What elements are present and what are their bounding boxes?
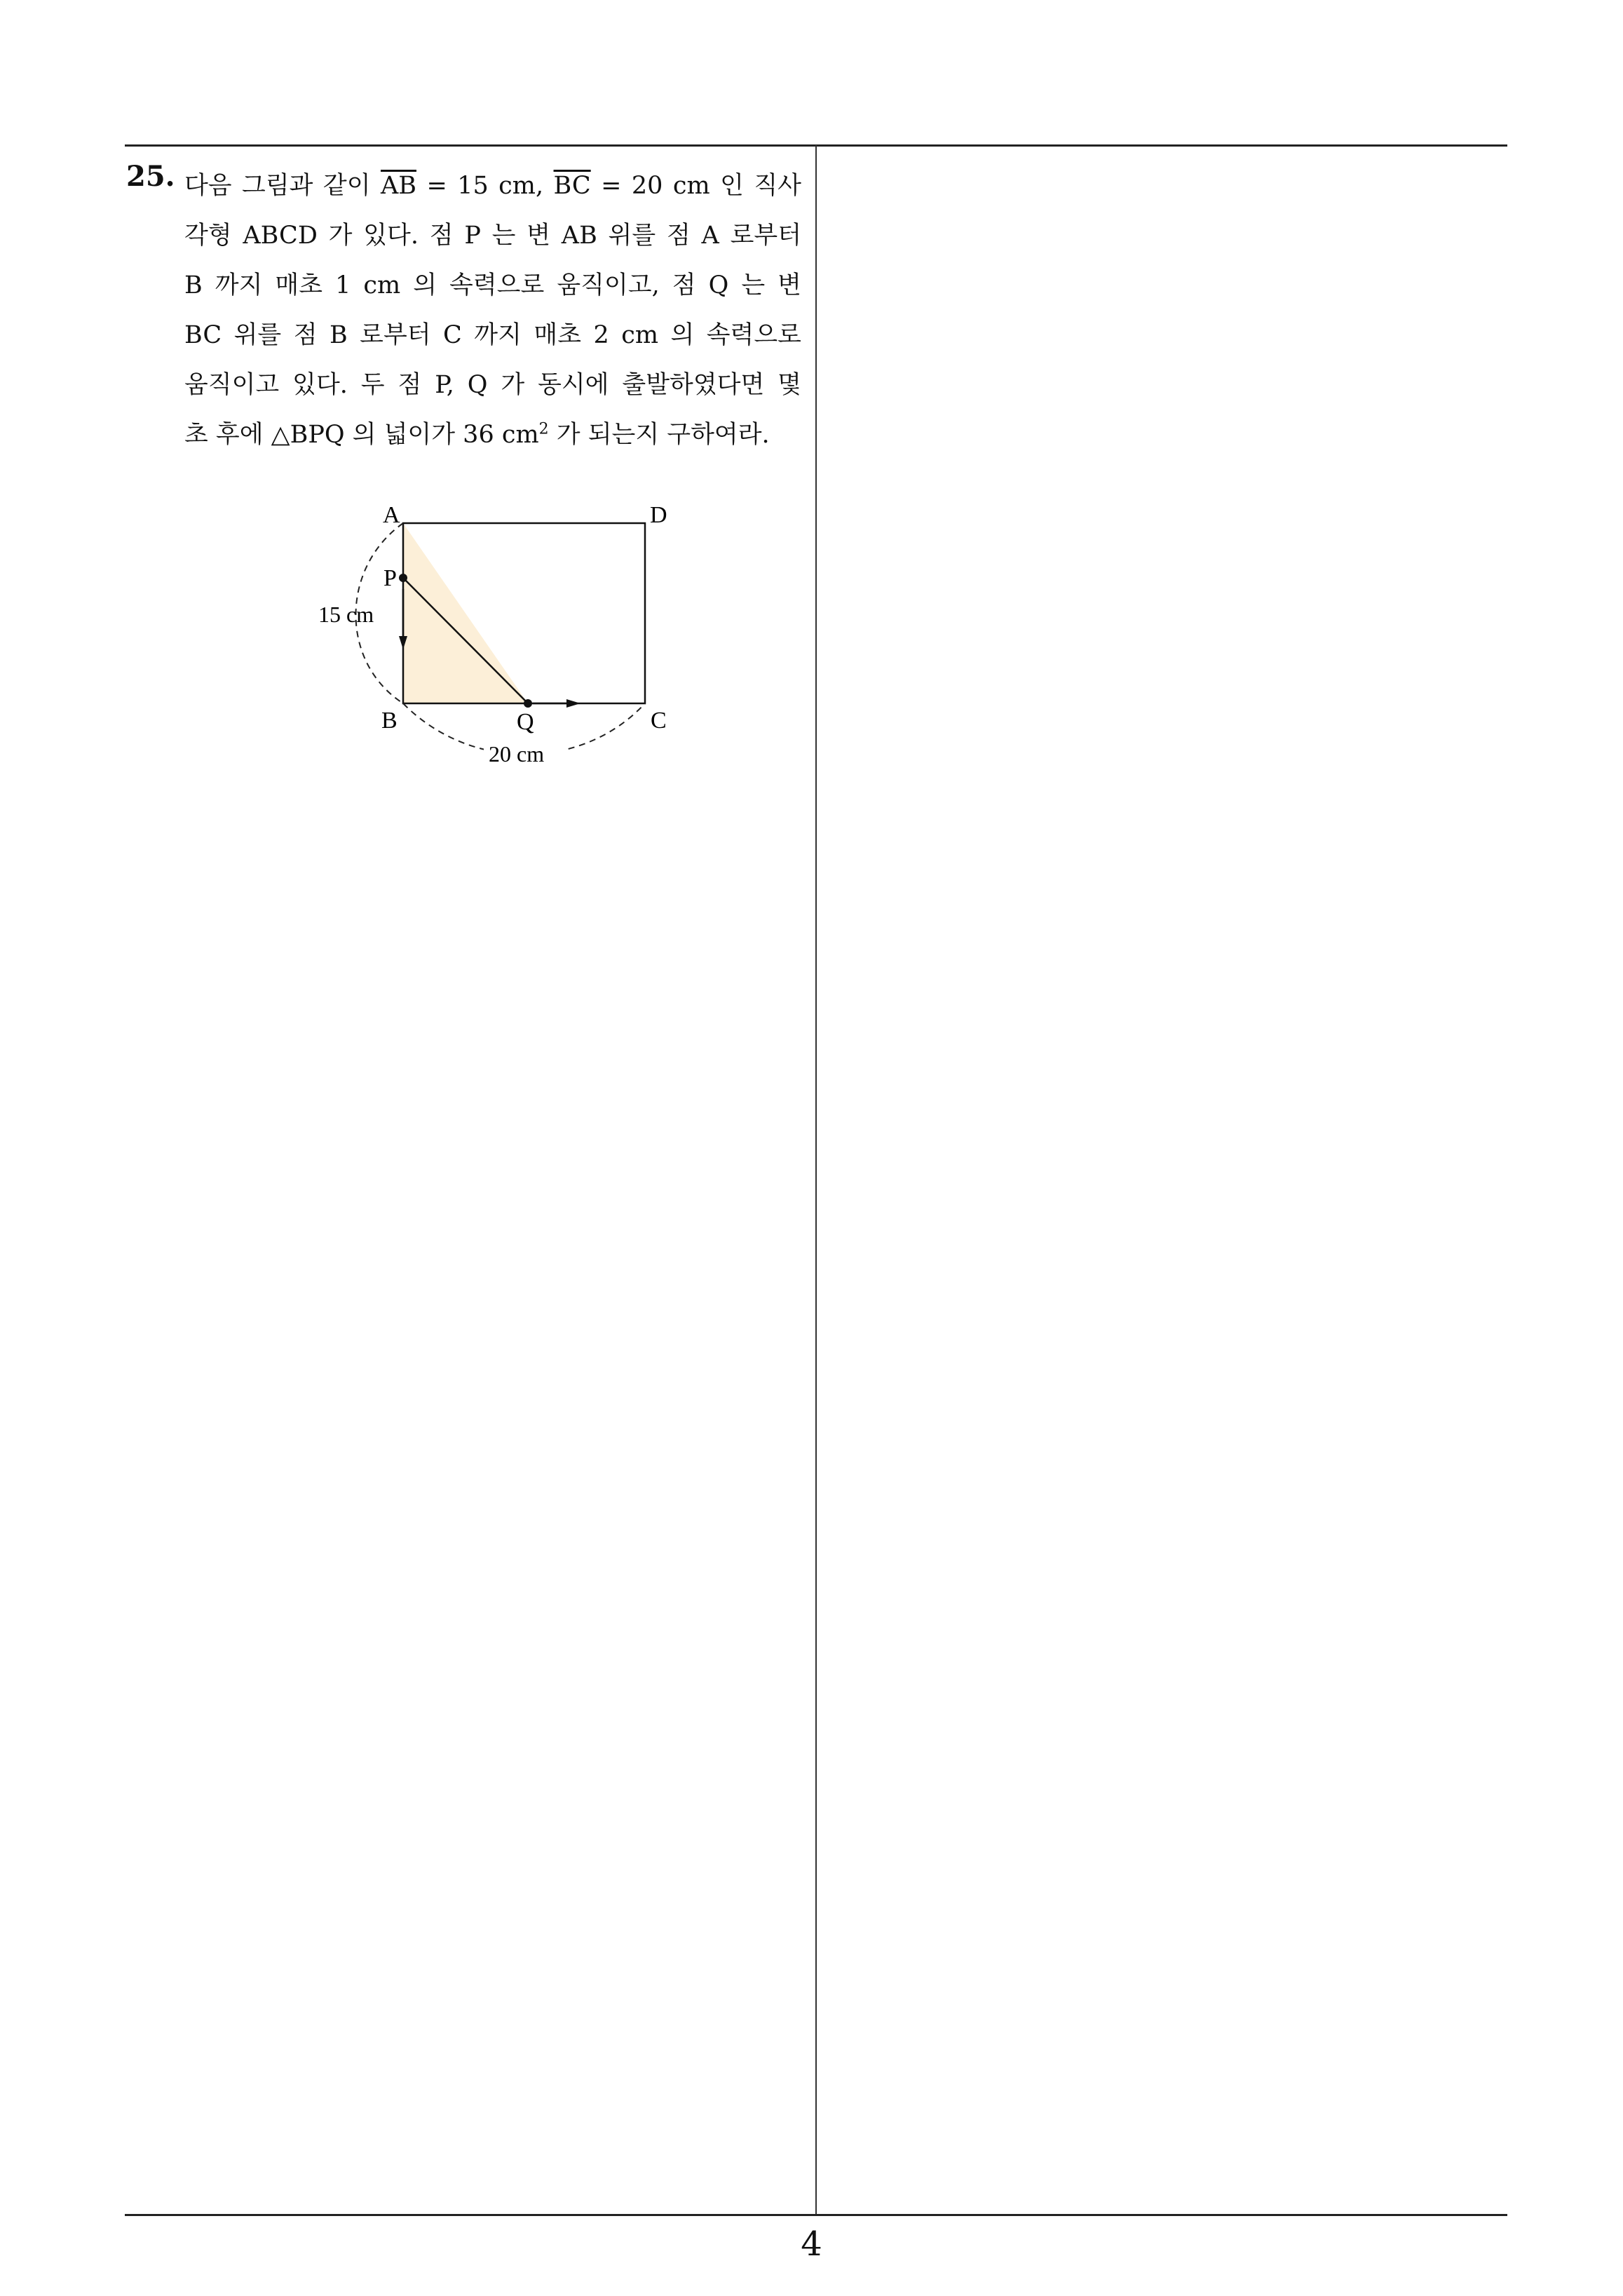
problem-line-2: 각형 ABCD 가 있다. 점 P 는 변 AB 위를 점 A 로부터	[184, 222, 801, 250]
label-b: B	[381, 708, 398, 734]
problem-line-1: 다음 그림과 같이 $\overline{AB} = 15$ cm, $\overline{BC} = 20$ cm 인 직사	[184, 172, 801, 200]
point-p	[399, 574, 407, 582]
problem-line-5: 움직이고 있다. 두 점 P, Q 가 동시에 출발하였다면 몇	[184, 371, 801, 399]
label-c: C	[651, 708, 667, 734]
page-number: 4	[801, 2224, 822, 2264]
problem-line-4: BC 위를 점 B 로부터 C 까지 매초 2 cm 의 속력으로	[184, 321, 801, 349]
label-15cm: 15 cm	[318, 602, 374, 627]
exponent: 2	[538, 420, 549, 438]
rectangle-figure	[308, 491, 687, 771]
segment-bc: $\overline{BC}$	[553, 172, 591, 200]
arrow-q-head	[566, 699, 580, 708]
label-q: Q	[517, 709, 534, 735]
point-q	[524, 699, 532, 708]
problem-number: 25.	[126, 160, 175, 193]
problem-line-3: B 까지 매초 1 cm 의 속력으로 움직이고, 점 Q 는 변	[184, 271, 801, 299]
triangle-bpq	[403, 523, 528, 703]
problem-line-6: 초 후에 △BPQ 의 넓이가 36 $cm^2$ 가 되는지 구하여라.	[184, 420, 770, 449]
label-20cm: 20 cm	[489, 741, 545, 767]
label-a: A	[383, 502, 400, 528]
label-p: P	[383, 565, 397, 591]
bottom-rule	[125, 2214, 1507, 2216]
problem-text	[184, 161, 801, 460]
column-divider	[815, 145, 817, 2214]
label-d: D	[650, 502, 667, 528]
segment-ab: $\overline{AB}$	[381, 172, 416, 200]
